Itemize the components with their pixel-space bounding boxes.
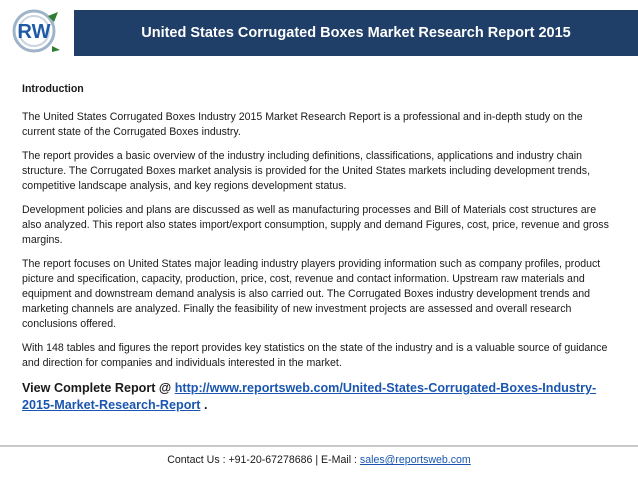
footer-divider	[0, 445, 638, 447]
reportsweb-logo[interactable]	[8, 6, 66, 56]
paragraph-players: The report focuses on United States major leading industry players providing information such as company profiles, product picture and specification, capacity, production, price, cost, revenue and contact information. Upstream raw materials and equipment and downstream demand analysis is also carried out. The Corrugated Boxes industry development trends and marketing channels are analyzed. Finally the feasibility of new investment projects are assessed and overall research conclusions offered.	[22, 258, 601, 330]
header	[0, 0, 638, 66]
view-report-suffix: .	[200, 398, 208, 412]
reportsweb-logo-icon	[8, 6, 66, 56]
paragraph-statistics: With 148 tables and figures the report provides key statistics on the state of the industry and is a valuable source of guidance and direction for companies and individuals interested in the market.	[22, 342, 608, 369]
footer	[0, 454, 638, 466]
view-report-label: View Complete Report @	[22, 381, 175, 395]
report-link[interactable]: http://www.reportsweb.com/United-States-Corrugated-Boxes-Industry-2015-Market-Research-Report	[22, 381, 597, 412]
paragraph-industry-chain: The report provides a basic overview of the industry including definitions, classifications, applications and industry chain structure. The Corrugated Boxes market analysis is provided for the United States markets including development trends, competitive landscape analysis, and key regions development status.	[22, 150, 591, 192]
intro-heading: Introduction	[22, 83, 84, 95]
title-bar	[74, 10, 638, 56]
logo-text: RW	[17, 21, 51, 43]
view-report	[22, 380, 612, 414]
email-link[interactable]: sales@reportsweb.com	[359, 454, 471, 466]
page-title: United States Corrugated Boxes Market Research Report 2015	[141, 25, 571, 41]
paragraph-overview: The United States Corrugated Boxes Industry 2015 Market Research Report is a professional and in-depth study on the current state of the Corrugated Boxes industry.	[22, 111, 583, 138]
paragraph-policies: Development policies and plans are discussed as well as manufacturing processes and Bill of Materials cost structures are also analyzed. This report also states import/export consumption, supply and demand Figures, cost, price, revenue and gross margins.	[22, 204, 609, 246]
contact-info: Contact Us : +91-20-67278686 | E-Mail :	[167, 454, 360, 466]
report-content	[22, 82, 612, 423]
